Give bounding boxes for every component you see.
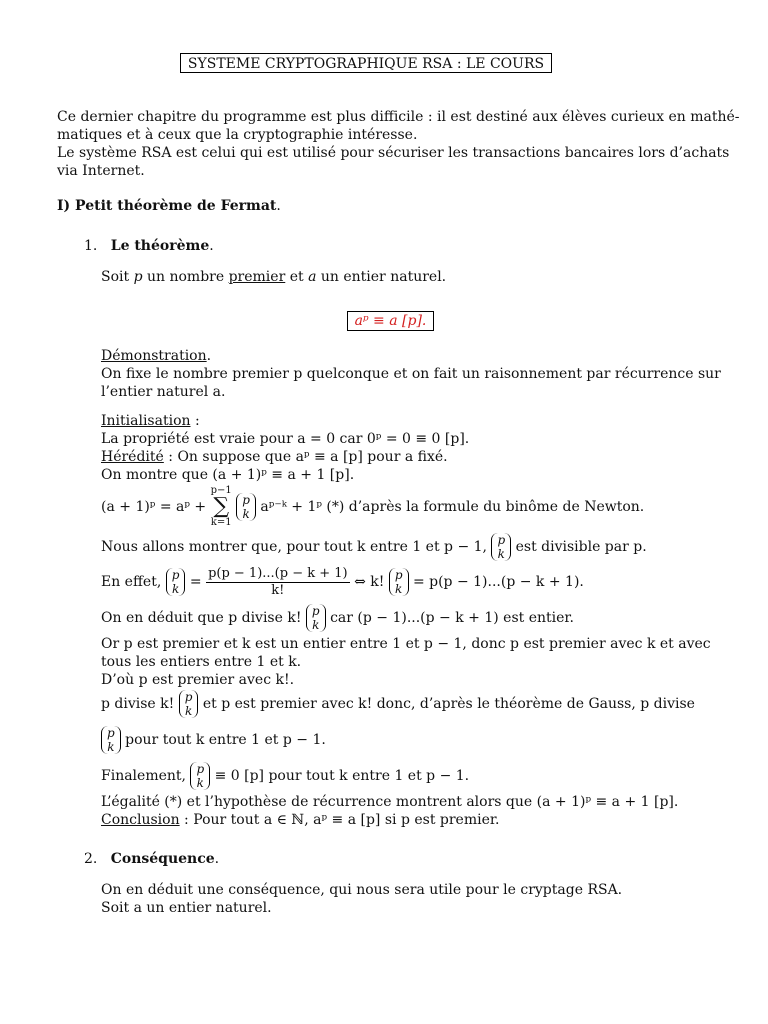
binomial-coefficient: p k	[190, 762, 210, 790]
intro-line-1: Ce dernier chapitre du programme est plus difficile : il est destiné aux élèves curieux en mathé-	[57, 109, 740, 125]
binomial-coefficient: p k	[179, 690, 199, 718]
conclusion-line: Conclusion : Pour tout a ∈ ℕ, aᵖ ≡ a [p] si p est premier.	[101, 812, 500, 828]
binomial-coefficient: p k	[236, 493, 256, 521]
show2-line: Nous allons montrer que, pour tout k entre 1 et p − 1, p k est divisible par p.	[101, 533, 647, 561]
demo-line-2: l’entier naturel a.	[101, 384, 226, 400]
gauss-line: p divise k! p k et p est premier avec k! donc, d’après le théorème de Gauss, p divise	[101, 690, 695, 718]
effet-line: En effet, p k = $\frac{p(p - 1)...(p - k + 1)}{k!}$ ⇔ k! p k = p(p − 1)...(p − k + 1).	[101, 565, 584, 598]
init-text: La propriété est vraie pour a = 0 car 0ᵖ = 0 ≡ 0 [p].	[101, 431, 470, 447]
theorem-box	[347, 311, 434, 331]
binomial-coefficient: p k	[101, 726, 121, 754]
sum-symbol: p−1 ∑ k=1	[210, 485, 232, 528]
heredite-line: Hérédité : On suppose que aᵖ ≡ a [p] pour a fixé.	[101, 449, 448, 465]
item-2-heading: 2. Conséquence.	[84, 851, 220, 867]
dou-line: D’où p est premier avec k!.	[101, 672, 295, 688]
gauss-line-2: p k pour tout k entre 1 et p − 1.	[101, 723, 326, 757]
demo-line-1: On fixe le nombre premier p quelconque et on fait un raisonnement par récurrence sur	[101, 366, 721, 382]
document-title: SYSTEME CRYPTOGRAPHIQUE RSA : LE COURS	[180, 53, 552, 73]
init-label: Initialisation :	[101, 413, 200, 429]
theorem-statement: Soit p un nombre premier et a un entier naturel.	[101, 269, 447, 285]
final-line: Finalement, p k ≡ 0 [p] pour tout k entre 1 et p − 1.	[101, 762, 470, 790]
or-line-2: tous les entiers entre 1 et k.	[101, 654, 302, 670]
egalite-line: L’égalité (*) et l’hypothèse de récurrence montrent alors que (a + 1)ᵖ ≡ a + 1 [p].	[101, 794, 679, 810]
show-line: On montre que (a + 1)ᵖ ≡ a + 1 [p].	[101, 467, 355, 483]
binomial-coefficient: p k	[166, 568, 186, 596]
or-line-1: Or p est premier et k est un entier entre 1 et p − 1, donc p est premier avec k et avec	[101, 636, 711, 652]
consequence-line-1: On en déduit une conséquence, qui nous sera utile pour le cryptage RSA.	[101, 882, 623, 898]
fraction: $\frac{p(p - 1)...(p - k + 1)}{k!}$	[208, 565, 348, 598]
consequence-line-2: Soit a un entier naturel.	[101, 900, 272, 916]
section-heading: I) Petit théorème de Fermat.	[57, 198, 281, 214]
intro-line-3: Le système RSA est celui qui est utilisé pour sécuriser les transactions bancaires lors d’achats	[57, 145, 730, 161]
item-1-heading: 1. Le théorème.	[84, 238, 214, 254]
deduit-line: On en déduit que p divise k! p k car (p − 1)...(p − k + 1) est entier.	[101, 604, 574, 632]
demo-label: Démonstration.	[101, 348, 212, 364]
binomial-coefficient: p k	[306, 604, 326, 632]
binomial-coefficient: p k	[389, 568, 409, 596]
binomial-coefficient: p k	[491, 533, 511, 561]
binomial-formula: (a + 1)ᵖ = aᵖ + p−1 ∑ k=1 p k aᵖ⁻ᵏ + 1ᵖ (*) d’après la formule du binôme de Newton.	[101, 485, 645, 528]
theorem-formula: aᵖ ≡ a [p].	[354, 313, 427, 329]
intro-line-4: via Internet.	[57, 163, 145, 179]
intro-line-2: matiques et à ceux que la cryptographie intéresse.	[57, 127, 418, 143]
